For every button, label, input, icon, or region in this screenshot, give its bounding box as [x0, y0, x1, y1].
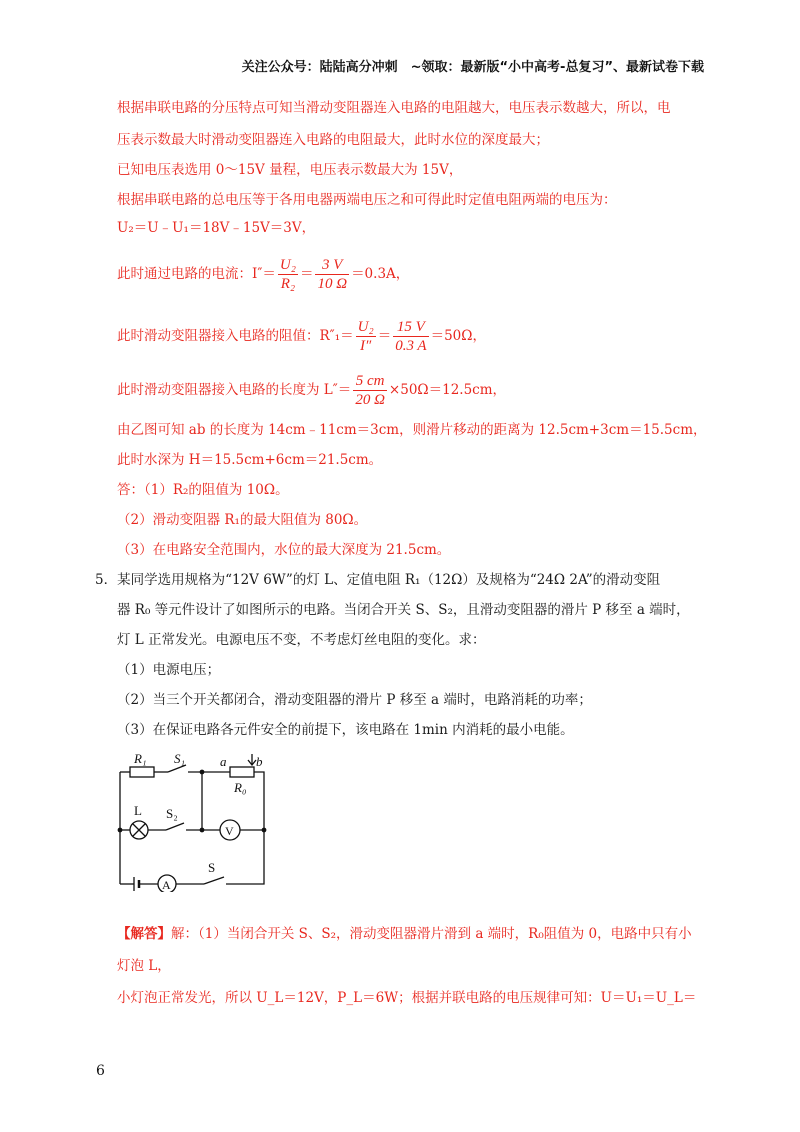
numerator: 15 V [393, 318, 428, 337]
denominator: R₂ [280, 276, 296, 292]
lamp-cross [133, 824, 145, 836]
question-5-line: 5．某同学选用规格为“12V 6W”的灯 L、定值电阻 R₁（12Ω）及规格为“24Ω 2A”的滑动变阻 [95, 572, 661, 588]
solution-line: 根据串联电路的分压特点可知当滑动变阻器连入电路的电阻越大，电压表示数越大，所以，电 [117, 100, 671, 116]
denominator: 10 Ω [317, 276, 348, 292]
wire [226, 830, 264, 884]
numerator: 5 cm [353, 372, 387, 391]
page-number: 6 [96, 1063, 105, 1079]
eq-prefix: 此时滑动变阻器接入电路的长度为 L″＝ [117, 382, 352, 398]
denominator: I″ [360, 338, 372, 354]
answer-tag: 【解答】 [117, 926, 171, 942]
switch-s-blade [204, 877, 224, 884]
equation-resistance [117, 318, 486, 355]
label-r0: R₀ [234, 780, 247, 795]
label-amm: A [162, 878, 171, 892]
answer-text: 解：（1）当闭合开关 S、S₂，滑动变阻器滑片滑到 a 端时，R₀阻值为 0，电路中只有小 [171, 926, 692, 942]
answer-line: （3）在电路安全范围内，水位的最大深度为 21.5cm。 [117, 542, 451, 558]
eq-prefix: 此时通过电路的电流：I″＝ [117, 266, 276, 282]
eq-suffix: ×50Ω＝12.5cm， [388, 382, 507, 398]
switch-s2-blade [166, 823, 184, 830]
question-5-part: （3）在保证电路各元件安全的前提下，该电路在 1min 内消耗的最小电能。 [117, 722, 574, 738]
junction [262, 828, 267, 833]
label-a: a [220, 754, 227, 769]
solution-line: 已知电压表选用 0～15V 量程，电压表示数最大为 15V， [117, 162, 463, 178]
equation-length [117, 372, 506, 409]
junction [118, 828, 123, 833]
equation-u2: U₂＝U﹣U₁＝18V﹣15V＝3V， [117, 220, 316, 236]
fraction [356, 318, 376, 355]
rheostat-r0 [230, 767, 254, 777]
fraction [278, 256, 298, 293]
question-5-part: （1）电源电压； [117, 662, 221, 678]
resistor-r1 [130, 767, 154, 777]
page-header: 关注公众号：陆陆高分冲刺 ~领取：最新版“小中高考-总复习”、最新试卷下载 [241, 60, 704, 75]
wire [254, 772, 264, 830]
solution-line: 此时水深为 H＝15.5cm+6cm＝21.5cm。 [117, 452, 383, 468]
denominator: 20 Ω [355, 392, 385, 408]
label-l: L [134, 803, 142, 818]
eq-sign: ＝ [299, 266, 314, 282]
equation-current [117, 256, 409, 293]
solution-line: 由乙图可知 ab 的长度为 14cm﹣11cm＝3cm，则滑片移动的距离为 12.5cm+3cm＝15.5cm， [117, 422, 707, 438]
eq-prefix: 此时滑动变阻器接入电路的阻值：R″₁＝ [117, 328, 354, 344]
label-b: b [256, 754, 263, 769]
answer-line: 答：（1）R₂的阻值为 10Ω。 [117, 482, 289, 498]
solution-line: 根据串联电路的总电压等于各用电器两端电压之和可得此时定值电阻两端的电压为： [117, 192, 617, 208]
junction [200, 828, 205, 833]
question-5-line: 器 R₀ 等元件设计了如图所示的电路。当闭合开关 S、S₂，且滑动变阻器的滑片 P 移至 a 端时， [117, 602, 690, 618]
label-r1: R₁ [134, 752, 147, 766]
label-s1: S₁ [174, 752, 186, 766]
switch-s1-blade [168, 765, 186, 772]
solution-line: 压表示数最大时滑动变阻器连入电路的电阻最大，此时水位的深度最大； [117, 132, 549, 148]
label-s2: S₂ [166, 806, 178, 821]
question-5-line: 灯 L 正常发光。电源电压不变，不考虑灯丝电阻的变化。求： [117, 632, 486, 648]
fraction [315, 256, 349, 293]
denominator: 0.3 A [395, 338, 427, 354]
numerator: U₂ [357, 319, 374, 335]
eq-suffix: ＝0.3A， [351, 266, 410, 282]
junction [200, 770, 205, 775]
question-5-part: （2）当三个开关都闭合，滑动变阻器的滑片 P 移至 a 端时，电路消耗的功率； [117, 692, 592, 708]
eq-suffix: ＝50Ω， [430, 328, 486, 344]
numerator: 3 V [315, 256, 349, 275]
circuit-diagram [112, 752, 272, 892]
answer-line: （2）滑动变阻器 R₁的最大阻值为 80Ω。 [117, 512, 368, 528]
label-v: V [225, 824, 234, 838]
fraction [353, 372, 387, 409]
fraction [393, 318, 428, 355]
answer-line [117, 924, 692, 944]
answer-line: 灯泡 L， [117, 958, 171, 974]
numerator: U₂ [279, 257, 296, 273]
eq-sign: ＝ [377, 328, 392, 344]
answer-line: 小灯泡正常发光，所以 U_L＝12V，P_L＝6W；根据并联电路的电压规律可知：U＝U₁＝U_L＝ [117, 990, 697, 1006]
label-s: S [208, 860, 216, 875]
